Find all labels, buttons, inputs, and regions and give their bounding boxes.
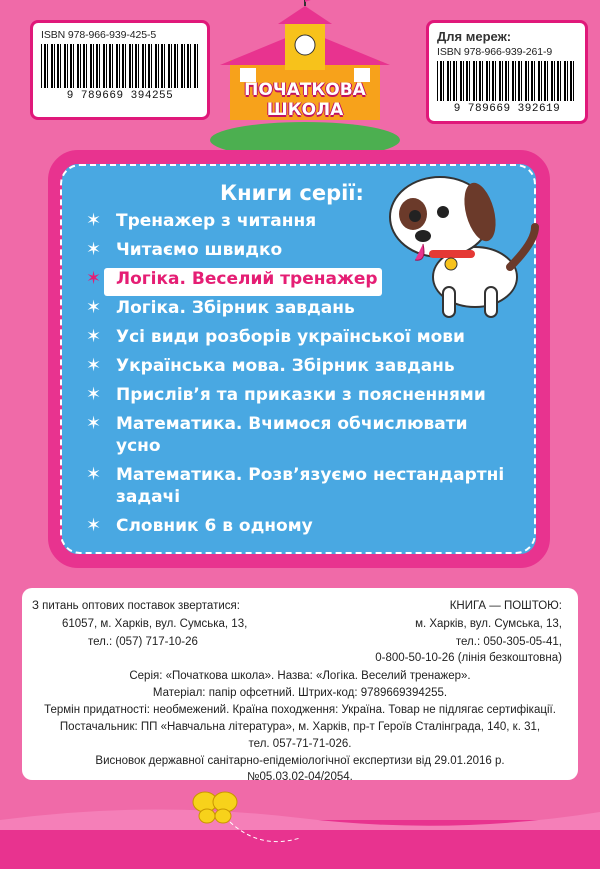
star-icon: ✶ — [86, 355, 102, 376]
list-item — [86, 384, 506, 406]
barcode-bars — [41, 44, 199, 88]
detail-line: Висновок державної санітарно-епідеміологічної експертизи від 29.01.2016 р. — [95, 755, 505, 767]
list-item — [86, 413, 506, 457]
barcode-number: 9 789669 394255 — [66, 90, 174, 102]
list-item — [86, 464, 506, 508]
book-title: Прислів’я та приказки з поясненнями — [116, 385, 486, 405]
book-title: Логіка. Веселий тренажер — [116, 269, 378, 289]
barcode-number: 9 789669 392619 — [453, 103, 561, 115]
book-title: Українська мова. Збірник завдань — [116, 356, 455, 376]
star-icon: ✶ — [86, 413, 102, 434]
wholesale-address: 61057, м. Харків, вул. Сумська, 13, — [62, 618, 248, 630]
star-icon: ✶ — [86, 464, 102, 485]
mail-heading: КНИГА — ПОШТОЮ: — [449, 600, 562, 612]
star-icon: ✶ — [86, 515, 102, 536]
star-icon: ✶ — [86, 268, 102, 289]
bottom-decoration — [0, 790, 600, 869]
book-title: Логіка. Збірник завдань — [116, 298, 355, 318]
school-logo — [210, 0, 400, 150]
star-icon: ✶ — [86, 326, 102, 347]
butterfly-icon — [193, 792, 237, 823]
star-icon: ✶ — [86, 210, 102, 231]
book-title: Математика. Розв’язуємо нестандартні задачі — [116, 465, 505, 507]
detail-line: №05.03.02-04/2054. — [247, 771, 353, 783]
star-icon: ✶ — [86, 239, 102, 260]
info-box — [22, 588, 578, 783]
mail-phone-free: 0-800-50-10-26 (лінія безкоштовна) — [375, 652, 562, 664]
isbn-label: ISBN 978-966-939-425-5 — [41, 29, 157, 41]
series-title: Книги серії: — [220, 181, 364, 205]
wholesale-phone: тел.: (057) 717-10-26 — [88, 636, 198, 648]
list-item — [86, 515, 506, 537]
detail-line: Термін придатності: необмежений. Країна походження: Україна. Товар не підлягає сертифікації. — [44, 704, 556, 716]
mail-phone: тел.: 050-305-05-41, — [455, 636, 562, 648]
book-title: Читаємо швидко — [116, 240, 283, 260]
book-title: Математика. Вчимося обчислювати усно — [116, 414, 468, 456]
barcode-right — [426, 20, 588, 124]
barcode-network-title: Для мереж: — [437, 29, 512, 44]
star-icon: ✶ — [86, 297, 102, 318]
book-title: Тренажер з читання — [116, 211, 317, 231]
detail-line: Матеріал: папір офсетний. Штрих-код: 9789669394255. — [152, 687, 448, 699]
mail-address: м. Харків, вул. Сумська, 13, — [415, 618, 562, 630]
list-item — [86, 326, 506, 348]
book-title: Усі види розборів української мови — [116, 327, 465, 347]
logo-line1: ПОЧАТКОВА — [244, 80, 366, 100]
barcode-bars — [437, 61, 577, 101]
barcode-left — [30, 20, 210, 120]
logo-line2: ШКОЛА — [266, 100, 344, 120]
wholesale-heading: З питань оптових поставок звертатися: — [32, 600, 240, 612]
star-icon: ✶ — [86, 384, 102, 405]
detail-line: Серія: «Початкова школа». Назва: «Логіка. Веселий тренажер». — [129, 670, 471, 682]
list-item — [86, 355, 506, 377]
detail-line: Постачальник: ПП «Навчальна література», м. Харків, пр-т Героїв Сталінграда, 140, к. 31, — [59, 721, 541, 733]
dog-illustration — [385, 172, 545, 322]
logo-text — [226, 80, 384, 120]
book-title: Словник 6 в одному — [116, 516, 313, 536]
isbn-label: ISBN 978-966-939-261-9 — [437, 46, 553, 58]
detail-line: тел. 057-71-71-026. — [248, 738, 352, 750]
